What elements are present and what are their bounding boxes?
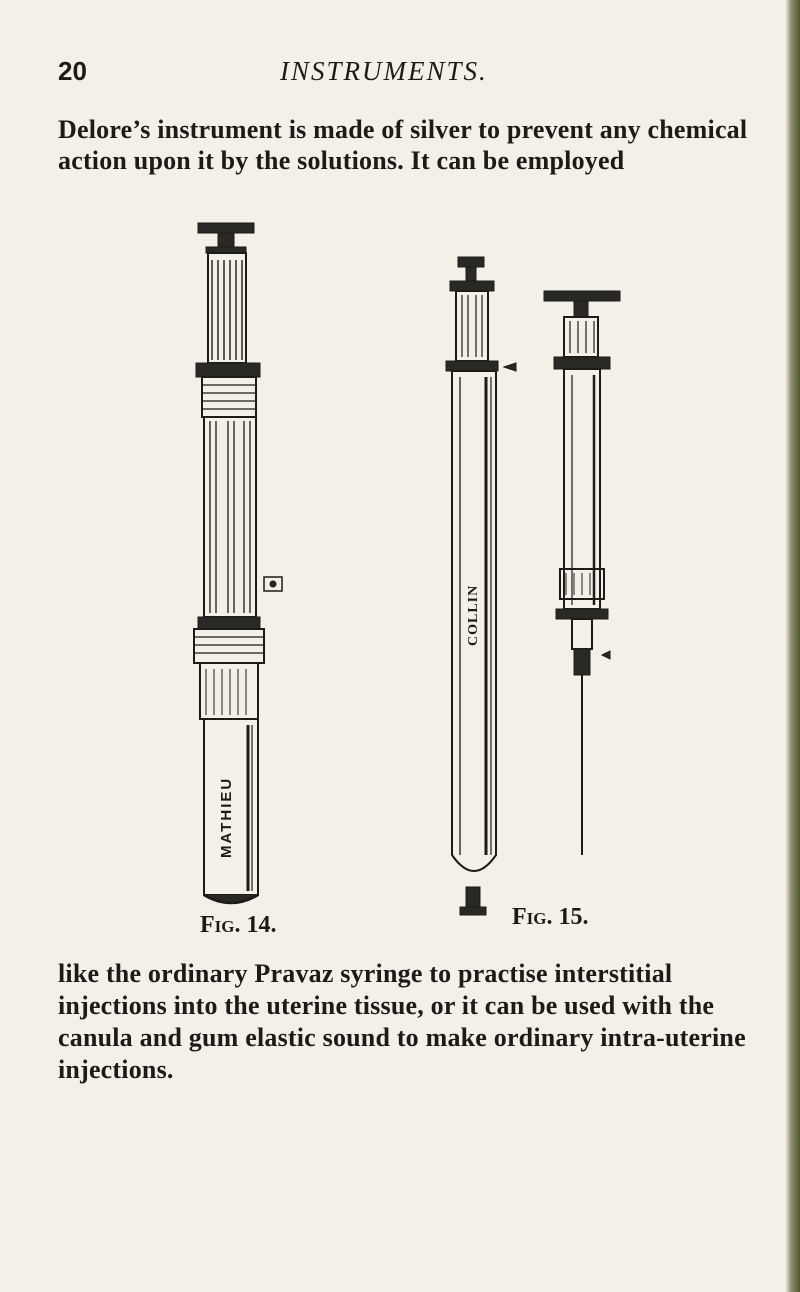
page-edge-shadow <box>786 0 800 1292</box>
paragraph-bottom: like the ordinary Pravaz syringe to practise interstitial injections into the uterine tissue, or it can be used with the canula and gum elastic sound to make ordinary intra-uterine injections. <box>58 959 746 1084</box>
figure-15-caption: Fig. 15. <box>512 904 589 930</box>
figure-14-caption: Fig. 14. <box>200 912 277 938</box>
running-head: INSTRUMENTS. <box>280 56 488 86</box>
fig14-engraved-label: MATHIEU <box>218 776 235 858</box>
page-header <box>58 56 758 96</box>
figure-illustrations <box>170 215 650 935</box>
fig15-canula-illustration <box>544 291 620 855</box>
page-number: 20 <box>58 56 87 86</box>
fig15-engraved-label: COLLIN <box>466 584 481 646</box>
paragraph-top: Delore’s instrument is made of silver to prevent any chemical action upon it by the solutions. It can be employed <box>58 115 748 175</box>
fig14-syringe-illustration <box>194 223 282 903</box>
